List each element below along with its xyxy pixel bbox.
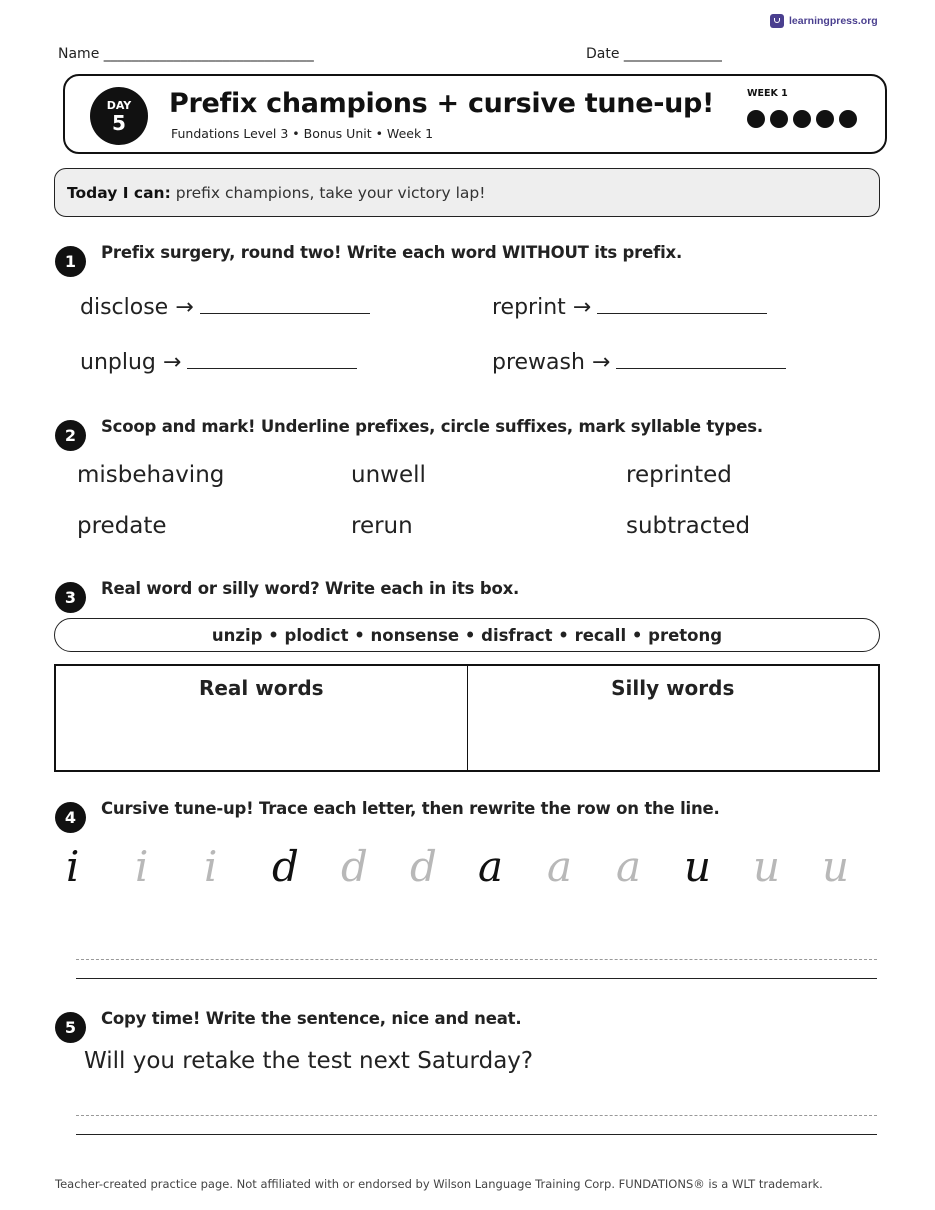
mark-word[interactable]: predate <box>77 513 167 539</box>
section-3-instruction: Real word or silly word? Write each in its box. <box>101 579 520 598</box>
trace-letter-model: u <box>684 842 712 891</box>
trace-letter[interactable]: i <box>204 842 218 891</box>
trace-letter[interactable]: u <box>753 842 781 891</box>
writing-baseline[interactable] <box>76 1134 877 1135</box>
progress-dot <box>816 110 834 128</box>
section-5-instruction: Copy time! Write the sentence, nice and neat. <box>101 1009 522 1028</box>
mark-word[interactable]: subtracted <box>626 513 751 539</box>
page-subtitle: Fundations Level 3 • Bonus Unit • Week 1 <box>171 126 434 141</box>
mark-word[interactable]: unwell <box>351 462 426 488</box>
trace-letter[interactable]: u <box>822 842 850 891</box>
section-2-instruction: Scoop and mark! Underline prefixes, circle suffixes, mark syllable types. <box>101 417 763 436</box>
goal-label: Today I can: <box>67 183 171 202</box>
section-number-4: 4 <box>55 802 86 833</box>
prefix-word: reprint → <box>492 295 592 320</box>
writing-baseline[interactable] <box>76 978 877 979</box>
writing-guide-midline <box>76 959 877 960</box>
trace-letter[interactable]: i <box>135 842 149 891</box>
progress-dot <box>839 110 857 128</box>
word-bank: unzip • plodict • nonsense • disfract • recall • pretong <box>54 618 880 652</box>
trace-letter[interactable]: d <box>410 842 437 891</box>
mark-word[interactable]: rerun <box>351 513 413 539</box>
day-number: 5 <box>112 110 126 135</box>
book-icon <box>770 14 784 28</box>
model-sentence: Will you retake the test next Saturday? <box>84 1048 534 1074</box>
answer-line[interactable] <box>200 313 370 314</box>
progress-dot <box>747 110 765 128</box>
silly-words-box[interactable]: Silly words <box>467 666 879 770</box>
prefix-item <box>492 350 786 375</box>
trace-letter[interactable]: a <box>616 842 642 891</box>
prefix-word: prewash → <box>492 350 611 375</box>
progress-dot <box>793 110 811 128</box>
answer-line[interactable] <box>597 313 767 314</box>
footer-disclaimer: Teacher-created practice page. Not affiliated with or endorsed by Wilson Language Training Corp. FUNDATIONS® is a WLT trademark. <box>55 1177 823 1191</box>
mark-word[interactable]: misbehaving <box>77 462 225 488</box>
day-label: DAY <box>106 98 132 112</box>
page-title: Prefix champions + cursive tune-up! <box>169 88 715 119</box>
progress-dot <box>770 110 788 128</box>
brand-logo <box>770 12 878 30</box>
prefix-word: disclose → <box>80 295 194 320</box>
trace-letter-model: d <box>272 842 299 891</box>
section-1-instruction: Prefix surgery, round two! Write each word WITHOUT its prefix. <box>101 243 683 262</box>
prefix-word: unplug → <box>80 350 182 375</box>
trace-letter-model: a <box>478 842 504 891</box>
mark-word[interactable]: reprinted <box>626 462 732 488</box>
trace-letter[interactable]: d <box>341 842 368 891</box>
day-badge <box>90 87 148 145</box>
writing-guide-midline <box>76 1115 877 1116</box>
trace-letter-model: i <box>66 842 80 891</box>
name-field-label: Name ______________________________ <box>58 46 314 62</box>
section-number-2: 2 <box>55 420 86 451</box>
week-label: WEEK 1 <box>747 88 788 99</box>
answer-line[interactable] <box>616 368 786 369</box>
prefix-item <box>80 295 370 320</box>
real-words-box[interactable]: Real words <box>198 676 324 700</box>
week-progress-dots <box>747 110 857 128</box>
goal-text: prefix champions, take your victory lap! <box>170 183 486 202</box>
section-number-5: 5 <box>55 1012 86 1043</box>
section-number-3: 3 <box>55 582 86 613</box>
prefix-item <box>492 295 767 320</box>
section-4-instruction: Cursive tune-up! Trace each letter, then rewrite the row on the line. <box>101 799 720 818</box>
brand-text: learningpress.org <box>789 15 878 27</box>
prefix-item <box>80 350 357 375</box>
date-field-label: Date ______________ <box>586 46 722 62</box>
section-number-1: 1 <box>55 246 86 277</box>
learning-goal <box>54 168 880 217</box>
trace-letter[interactable]: a <box>547 842 573 891</box>
sort-table <box>54 664 880 772</box>
answer-line[interactable] <box>187 368 357 369</box>
